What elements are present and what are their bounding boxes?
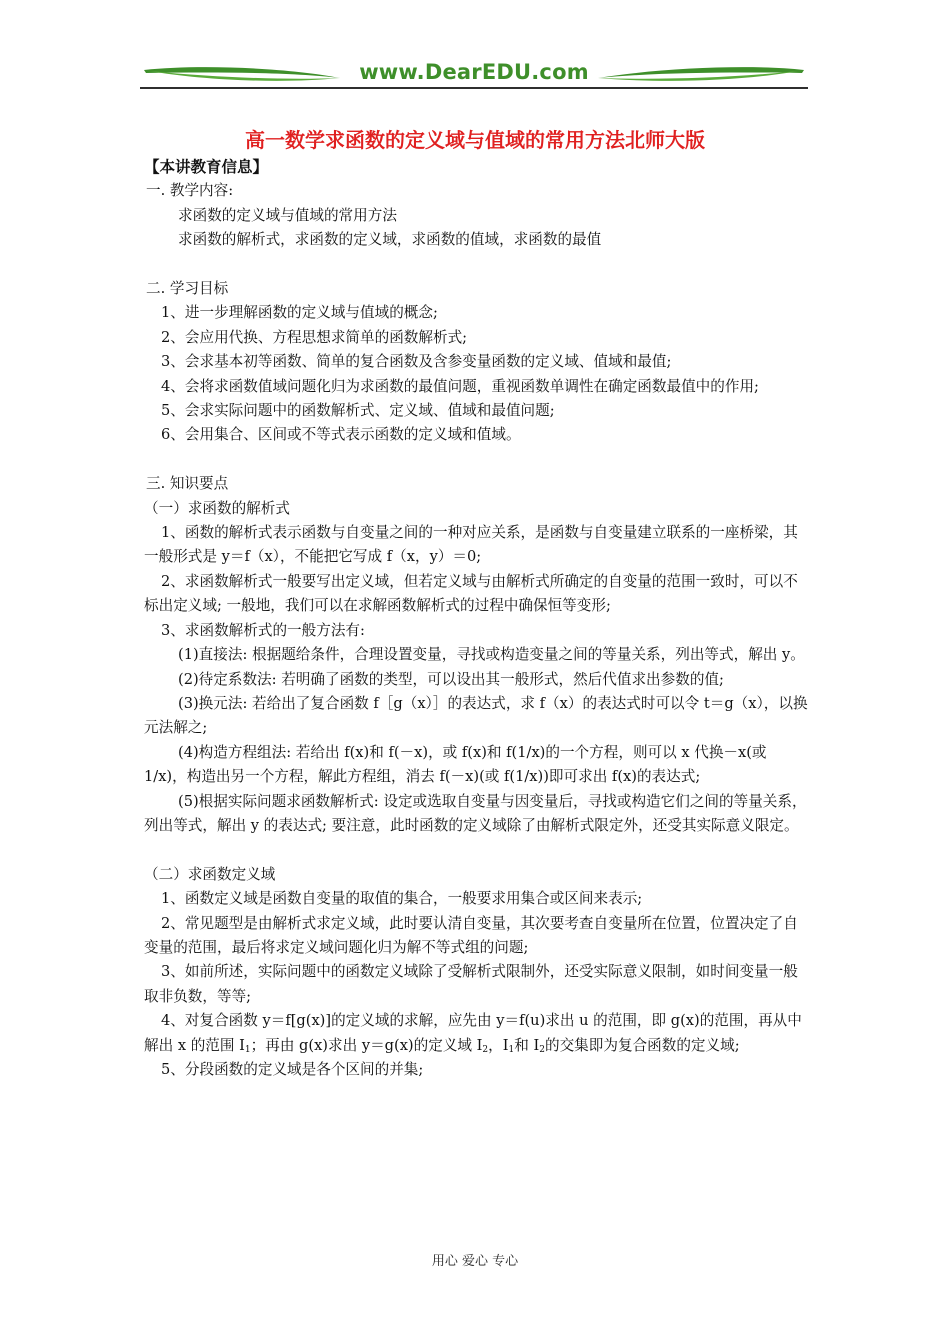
subsection-heading: （二）求函数定义域 [144, 865, 276, 883]
goal-item: 2、会应用代换、方程思想求简单的函数解析式; [161, 328, 468, 346]
part1-heading: 一. 教学内容: [146, 182, 234, 200]
domain-item: 1、函数定义域是函数自变量的取值的集合，一般要求用集合或区间来表示; [161, 890, 643, 908]
goal-item: 5、会求实际问题中的函数解析式、定义域、值域和最值问题; [161, 402, 555, 420]
domain-item: 5、分段函数的定义域是各个区间的并集; [161, 1060, 424, 1078]
goal-item: 6、会用集合、区间或不等式表示函数的定义域和值域。 [161, 426, 521, 444]
method-item: (3)换元法: 若给出了复合函数 f［g（x）］的表达式，求 f（x）的表达式时可以令 t＝g（x），以换元法解之; [144, 694, 808, 737]
goal-item: 1、进一步理解函数的定义域与值域的概念; [161, 304, 438, 322]
knowledge-item: 2、求函数解析式一般要写出定义域，但若定义域与由解析式所确定的自变量的范围一致时，可以不标出定义域; 一般地，我们可以在求解函数解析式的过程中确保恒等变形; [144, 572, 798, 615]
site-header [140, 58, 808, 94]
knowledge-item: 1、函数的解析式表示函数与自变量之间的一种对应关系，是函数与自变量建立联系的一座桥梁，其一般形式是 y＝f（x），不能把它写成 f（x，y）＝0; [144, 524, 798, 566]
page-footer: 用心 爱心 专心 [431, 1254, 519, 1269]
method-item: (2)待定系数法: 若明确了函数的类型，可以设出其一般形式，然后代值求出参数的值; [178, 670, 724, 688]
document-body [144, 155, 808, 1082]
part3-heading: 三. 知识要点 [146, 475, 229, 493]
domain-item: 3、如前所述，实际问题中的函数定义域除了受解析式限制外，还受实际意义限制，如时间变量一般取非负数，等等; [144, 963, 798, 1005]
domain-item: 4、对复合函数 y＝f[g(x)]的定义域的求解，应先由 y＝f(u)求出 u 的范围，即 g(x)的范围，再从中解出 x 的范围 $I_1$；再由 g(x)求出 y＝g(x)的定义域 $I_2$，$I_1$和 $I_2$的交集即为复合函数的定义域; [144, 1012, 802, 1055]
page-title: 高一数学求函数的定义域与值域的常用方法北师大版 [245, 128, 705, 152]
section-info-heading: 【本讲教育信息】 [144, 158, 269, 176]
method-item: (4)构造方程组法: 若给出 f(x)和 f(－x)，或 f(x)和 f(1/x)的一个方程，则可以 x 代换－x(或 1/x)，构造出另一个方程，解此方程组，消去 f(－x)(或 f(1/x))即可求出 f(x)的表达式; [144, 743, 767, 786]
part2-heading: 二. 学习目标 [146, 280, 229, 298]
method-item: (5)根据实际问题求函数解析式: 设定或选取自变量与因变量后，寻找或构造它们之间的等量关系，列出等式，解出 y 的表达式; 要注意，此时函数的定义域除了由解析式限定外，还受其实际意义限定。 [144, 792, 807, 834]
part1-line: 求函数的解析式，求函数的定义域，求函数的值域，求函数的最值 [178, 231, 602, 249]
knowledge-item: 3、求函数解析式的一般方法有: [161, 621, 365, 639]
domain-item: 2、常见题型是由解析式求定义域，此时要认清自变量，其次要考查自变量所在位置，位置决定了自变量的范围，最后将求定义域问题化归为解不等式组的问题; [144, 914, 798, 956]
goal-item: 3、会求基本初等函数、简单的复合函数及含参变量函数的定义域、值域和最值; [161, 353, 672, 371]
site-logo: www.DearEDU.com [359, 60, 589, 84]
subsection-heading: （一）求函数的解析式 [144, 499, 290, 517]
method-item: (1)直接法: 根据题给条件，合理设置变量，寻找或构造变量之间的等量关系，列出等式，解出 y。 [178, 646, 805, 664]
part1-line: 求函数的定义域与值域的常用方法 [178, 206, 397, 224]
goal-item: 4、会将求函数值域问题化归为求函数的最值问题，重视函数单调性在确定函数最值中的作用; [161, 377, 759, 395]
